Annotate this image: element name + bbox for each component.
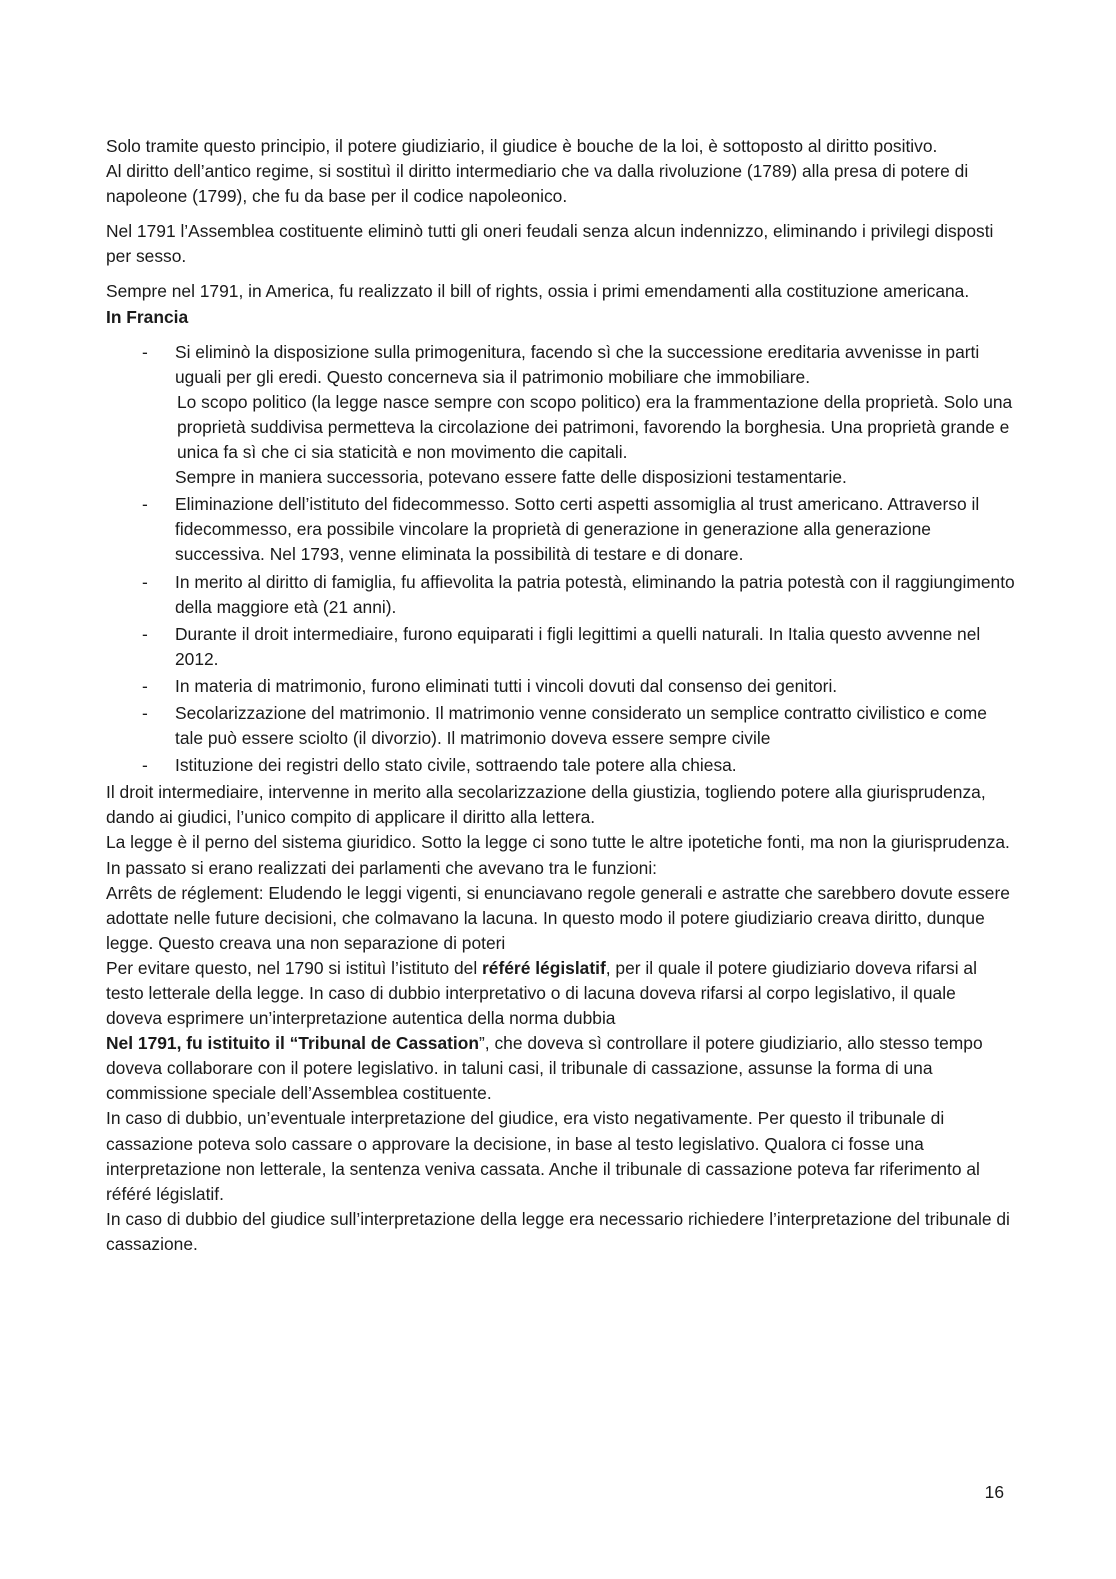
- paragraph-assemblea-1791: Nel 1791 l’Assemblea costituente eliminò tutti gli oneri feudali senza alcun indennizzo, eliminando i privilegi disposti per sesso.: [106, 221, 994, 267]
- paragraph-principio: Solo tramite questo principio, il potere giudiziario, il giudice è bouche de la loi, è sottoposto al diritto positivo.: [106, 136, 938, 156]
- bullet-item-matrimonio-consenso: - In materia di matrimonio, furono eliminati tutti i vincoli dovuti dal consenso dei genitori.: [106, 674, 1016, 699]
- bullet-item-registri-stato-civile: - Istituzione dei registri dello stato civile, sottraendo tale potere alla chiesa.: [106, 753, 1016, 778]
- refere-text-after: , per il quale il potere giudiziario doveva rifarsi al testo letterale della legge. In caso di dubbio interpretativo o di lacuna doveva rifarsi al corpo legislativo, il quale doveva esprimere un’interpretazione autentica della norma dubbia: [106, 957, 977, 1029]
- paragraph-perno-sistema: La legge è il perno del sistema giuridico. Sotto la legge ci sono tutte le altre ipotetiche fonti, ma non la giurisprudenza.: [106, 832, 1010, 853]
- bullet-text-primogenitura: - Si eliminò la disposizione sulla primogenitura, facendo sì che la successione ereditaria avvenisse in parti uguali per gli eredi. Questo concerneva sia il patrimonio mobiliare che immobiliare.: [175, 341, 980, 387]
- bullet-subtext-testamentarie: Sempre in maniera successoria, potevano essere fatte delle disposizioni testamentarie.: [175, 467, 847, 488]
- bullet-list-francia: [106, 340, 1016, 779]
- paragraph-droit-intermediaire: Il droit intermediaire, intervenne in merito alla secolarizzazione della giustizia, togliendo potere alla giurisprudenza, dando ai giudici, l’unico compito di applicare il diritto alla lettera.: [106, 782, 986, 828]
- bullet-item-patria-potesta: - In merito al diritto di famiglia, fu affievolita la patria potestà, eliminando la patria potestà con il raggiungimento della maggiore età (21 anni).: [106, 570, 1016, 620]
- bullet-subtext-scopo-politico: Lo scopo politico (la legge nasce sempre con scopo politico) era la frammentazione della proprietà. Solo una proprietà suddivisa permetteva la circolazione dei patrimoni, favorendo la borghesia. Una proprietà grande e unica fa sì che ci sia staticità e non movimento die capitali.: [177, 391, 1013, 463]
- bullet-item-fidecommesso: - Eliminazione dell’istituto del fidecommesso. Sotto certi aspetti assomiglia al trust americano. Attraverso il fidecommesso, era possibile vincolare la proprietà di generazione in generazione alla generazione successiva. Nel 1793, venne eliminata la possibilità di testare e di donare.: [106, 492, 1016, 567]
- paragraph-bill-of-rights: Sempre nel 1791, in America, fu realizzato il bill of rights, ossia i primi emendamenti alla costituzione americana.: [106, 281, 970, 302]
- paragraph-parlamenti: In passato si erano realizzati dei parlamenti che avevano tra le funzioni:: [106, 857, 658, 878]
- refere-term: référé législatif: [482, 957, 606, 978]
- section-heading-francia: In Francia: [106, 306, 189, 327]
- paragraph-dubbio-interpretazione: In caso di dubbio, un’eventuale interpretazione del giudice, era visto negativamente. Per questo il tribunale di cassazione poteva solo cassare o approvare la decisione, in base al testo legislativo. Qualora ci fosse una interpretazione non letterale, la sentenza veniva cassata. Anche il tribunale di cassazione poteva far riferimento al référé législatif.: [106, 1108, 980, 1204]
- page-body: [106, 134, 1016, 1257]
- page-number: 16: [984, 1482, 1004, 1502]
- tribunal-text-after: ”, che doveva sì controllare il potere giudiziario, allo stesso tempo doveva collaborare con il potere legislativo. in taluni casi, il tribunale di cassazione, assunse la forma di una commissione speciale dell’Assemblea costituente.: [106, 1033, 983, 1104]
- refere-text-before: Per evitare questo, nel 1790 si istituì l’istituto del: [106, 957, 483, 978]
- paragraph-refere-legislatif: [106, 956, 1016, 1031]
- paragraph-diritto-intermediario: Al diritto dell’antico regime, si sostituì il diritto intermediario che va dalla rivoluzione (1789) alla presa di potere di napoleone (1799), che fu da base per il codice napoleonico.: [106, 161, 969, 207]
- paragraph-richiesta-interpretazione: In caso di dubbio del giudice sull’interpretazione della legge era necessario richiedere l’interpretazione del tribunale di cassazione.: [106, 1208, 1010, 1254]
- paragraph-tribunal-de-cassation: [106, 1031, 1016, 1106]
- tribunal-term: Nel 1791, fu istituito il “Tribunal de Cassation: [106, 1033, 480, 1054]
- bullet-item-secolarizzazione-matrimonio: - Secolarizzazione del matrimonio. Il matrimonio venne considerato un semplice contratto civilistico e come tale può essere sciolto (il divorzio). Il matrimonio doveva essere sempre civile: [106, 701, 1016, 751]
- paragraph-arrets-de-reglement: Arrêts de réglement: Eludendo le leggi vigenti, si enunciavano regole generali e astratte che sarebbero dovute essere adottate nelle future decisioni, che colmavano la lacuna. In questo modo il potere giudiziario creava diritto, dunque legge. Questo creava una non separazione di poteri: [106, 882, 1010, 953]
- bullet-item-figli-legittimi: - Durante il droit intermediaire, furono equiparati i figli legittimi a quelli naturali. In Italia questo avvenne nel 2012.: [106, 622, 1016, 672]
- bullet-item-primogenitura: [106, 340, 1016, 491]
